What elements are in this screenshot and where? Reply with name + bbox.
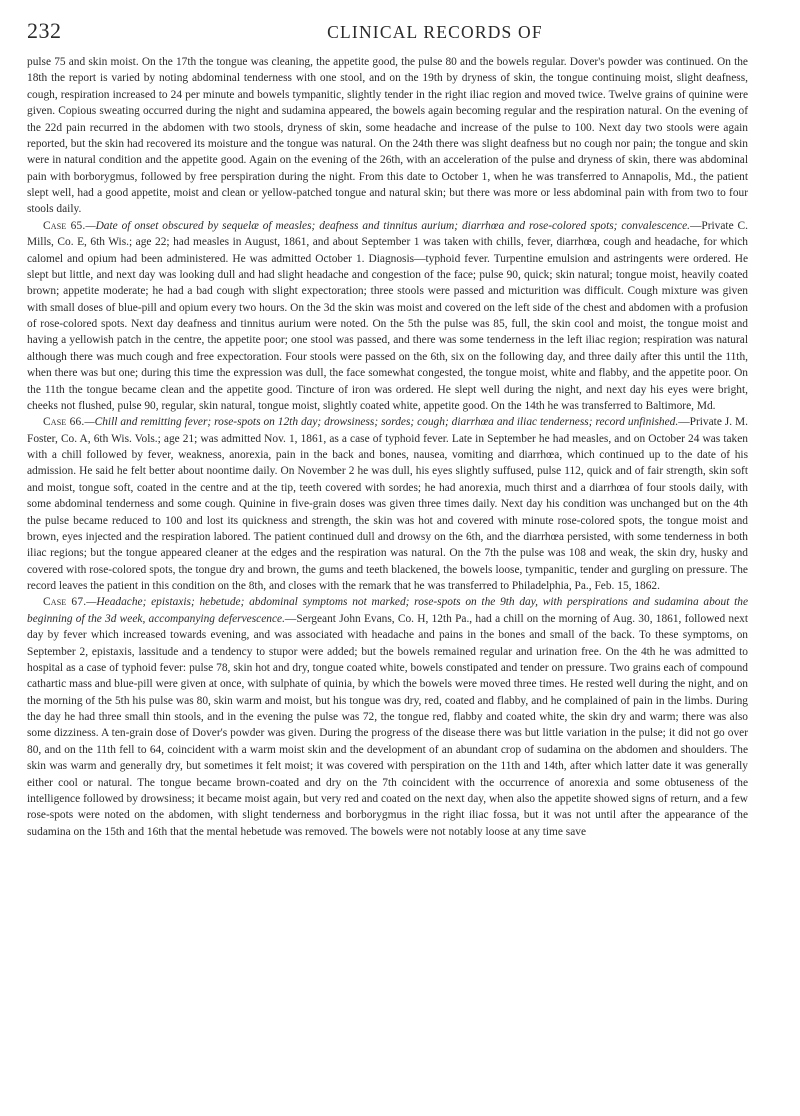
paragraph-text: —Private C. Mills, Co. E, 6th Wis.; age 22; had measles in August, 1861, and about September 1 was taken with chills, fever, diarrhœa, cough and headache, for which calomel and opium had been administered. He was admitted October 1. Diagnosis—typhoid fever. Turpentine emulsion and astringents were ordered. He slept but little, and next day was looking dull and had slight headache and congestion of the face; pulse 90, quick; skin natural; tongue moist, heavily coated brown; appetite moderate; he had a bad cough with slight expectoration; three stools were passed and micturition was difficult. Cough mixture was given with small doses of blue-pill and opium every two hours. On the 3d the skin was moist and covered on the left side of the chest and abdomen with a profusion of rose-colored spots. Next day deafness and tinnitus aurium were noted. On the 5th the pulse was 85, full, the skin cool and moist, the tongue moist and having a yellowish patch in the centre, the appetite poor; one stool was passed, and there was some tenderness in the left iliac region; respiration was natural although there was much cough and free expectoration. Four stools were passed on the 6th, six on the following day, and three daily after this until the 11th, when there was but one; during this time the expression was dull, the face somewhat congested, the tongue moist, white and flabby, and the appetite poor. On the 11th the tongue became clean and the appetite good. Tincture of iron was ordered. He slept well during the night, and next day his eyes were bright, cheeks not flushed, pulse 90, regular, skin natural, tongue moist, slightly coated white, appetite good. On the 14th he was transferred to Baltimore, Md. [27,219,748,412]
case-title: —Chill and remitting fever; rose-spots on 12th day; drowsiness; sordes; cough; diarrhœa and iliac tenderness; record unfinished. [84,416,679,429]
paragraph-case-67 [27,594,748,840]
case-label: Case 66. [43,416,85,429]
paragraph-text: pulse 75 and skin moist. On the 17th the tongue was cleaning, the appetite good, the pulse 80 and the bowels regular. Dover's powder was continued. On the 18th the report is varied by noting abdominal tenderness with one stool, and on the 19th by dryness of skin, the tongue continuing moist, slight deafness, cough, respiration increased to 24 per minute and bowels tympanitic, slightly tender in the right iliac region and moved twice. Twelve grains of quinine were given. Copious sweating occurred during the night and sudamina appeared, the bowels again becoming regular and the respiration natural. On the evening of the 22d pain recurred in the abdomen with two stools, dryness of skin, some headache and increase of the pulse to 100. Next day two stools were again reported, but the skin had recovered its moisture and the tongue was natural. On the 24th there was slight deafness but no cough nor pain; the tongue and skin were in natural condition and the appetite good. Again on the evening of the 26th, with an acceleration of the pulse and dryness of skin, there was abdominal pain with borborygmus, followed by free perspiration during the night. From this date to October 1, when he was transferred to Annapolis, Md., the patient slept well, had a good appetite, moist and clean or yellow-patched tongue and natural skin; but there was more or less abdominal pain with from two to four stools daily. [27,56,748,216]
paragraph-case-66 [27,414,748,594]
page-header [27,18,748,52]
case-title: —Headache; epistaxis; hebetude; abdominal symptoms not marked; rose-spots on the 9th day, with perspirations and sudamina about the beginning of the 3d week, accompanying defervescence. [27,596,748,625]
case-label: Case 65. [43,219,86,232]
paragraph-continuation [27,54,748,218]
case-title: —Date of onset obscured by sequelæ of measles; deafness and tinnitus aurium; diarrhœa and rose-colored spots; convalescence. [85,219,690,232]
body-text [27,54,748,840]
case-label: Case 67. [43,596,87,609]
page-number: 232 [27,18,62,43]
paragraph-text: —Sergeant John Evans, Co. H, 12th Pa., had a chill on the morning of Aug. 30, 1861, followed next day by fever which increased towards evening, and was associated with headache and pains in the bones and small of the back. To these symptoms, on September 2, epistaxis, lassitude and a tendency to stupor were added; but the bowels remained regular and urination free. On the 4th he was admitted to hospital as a case of typhoid fever: pulse 78, skin hot and dry, tongue coated white, bowels constipated and tender on pressure. Two grains each of compound cathartic mass and blue-pill were given at once, with sulphate of quinia, by which the bowels were moved three times. He rested well during the night, and on the morning of the 5th his pulse was 80, skin warm and moist, but his tongue was dry, red, coated and flabby, and he complained of pain in the limbs. During the day he had three small thin stools, and in the evening the pulse was 72, the tongue red, flabby and coated white, the skin dry and warm; there was also some dizziness. A ten-grain dose of Dover's powder was given. During the progress of the disease there was but little variation in the pulse; it did not go over 80, and on the 11th fell to 64, coincident with a warm moist skin and the development of an abundant crop of sudamina on the abdomen and shoulders. The skin was warm and generally dry, but sometimes it felt moist; it was covered with perspiration on the 11th and 14th, after which latter date it was generally either cool or natural. The tongue became brown-coated and dry on the 7th coincident with the occurrence of anorexia and some obtuseness of the intelligence followed by drowsiness; it became moist again, but very red and coated on the next day, when also the appetite showed signs of return, and a few rose-spots were noted on the abdomen, with slight tenderness and borborygmus in the right iliac fossa, but it was not until after the appearance of the sudamina on the 15th and 16th that the mental hebetude was removed. The bowels were not notably loose at any time save [27,612,748,838]
running-head: CLINICAL RECORDS OF [327,22,543,42]
paragraph-case-65 [27,218,748,415]
paragraph-text: —Private J. M. Foster, Co. A, 6th Wis. Vols.; age 21; was admitted Nov. 1, 1861, as a case of typhoid fever. Late in September he had measles, and on October 24 was taken with a chill followed by fever, weakness, anorexia, pain in the back and bones, nausea, vomiting and diarrhœa, which continued up to the date of his admission. He said he felt better about noontime daily. On November 2 he was dull, his eyes slightly suffused, pulse 112, quick and of fair strength, skin soft and moist, tongue soft, coated in the centre and at the tip, teeth covered with sordes; he had anorexia, much thirst and a diarrhœa of four stools daily, with some abdominal tenderness and some cough. Quinine in five-grain doses was given three times daily. Next day his condition was unchanged but on the 4th the pulse became reduced to 100 and lost its quickness and strength, the skin was hot and covered with minute rose-colored spots, the tongue moist and brown, eyes injected and the respiration labored. The patient continued dull and drowsy on the 6th, and the diarrhœa persisted, with some tenderness in both iliac regions; but the tongue appeared cleaner at the edges and the respiration was natural. On the 7th the pulse was 108 and weak, the skin dry, husky and covered with rose-colored spots, the tongue dry and brown, the gums and teeth blackened, the bowels loose, tympanitic, tender and gurgling on pressure. The record leaves the patient in this condition on the 8th, and closes with the remark that he was transferred to Philadelphia, Pa., Feb. 15, 1862. [27,416,748,592]
